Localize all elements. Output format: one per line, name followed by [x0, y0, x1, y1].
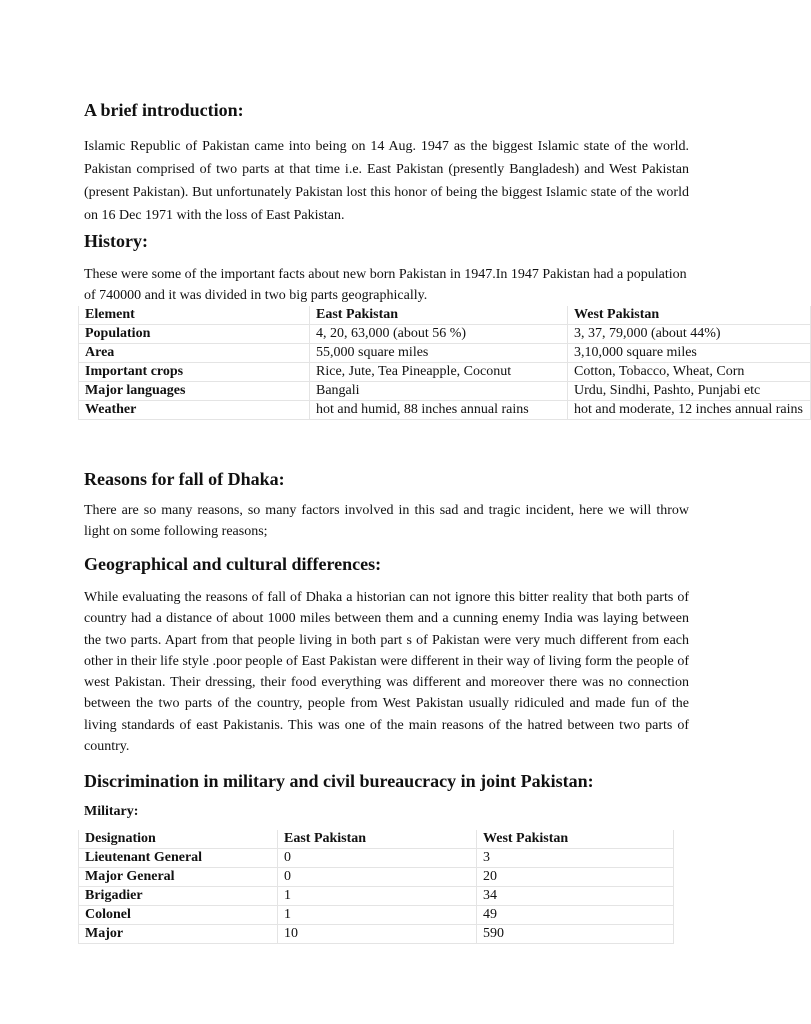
table-cell: Major languages: [79, 382, 310, 401]
table-row: [79, 868, 674, 887]
table-cell: Colonel: [79, 906, 278, 925]
table-header-row: [79, 306, 811, 325]
table-row: [79, 887, 674, 906]
table-cell: Bangali: [310, 382, 568, 401]
table-header-cell: Designation: [79, 830, 278, 849]
history-heading: History:: [84, 231, 148, 251]
reasons-heading: Reasons for fall of Dhaka:: [84, 469, 285, 489]
table-cell: Weather: [79, 401, 310, 420]
table-header-cell: East Pakistan: [278, 830, 477, 849]
military-label: Military:: [84, 804, 139, 819]
history-paragraph: These were some of the important facts about new born Pakistan in 1947.In 1947 Pakistan had a population of 740000 and it was divided in two big parts geographically.: [84, 267, 687, 303]
intro-heading: A brief introduction:: [84, 100, 244, 120]
table-cell: Lieutenant General: [79, 849, 278, 868]
table-cell: 1: [278, 906, 477, 925]
table-cell: Rice, Jute, Tea Pineapple, Coconut: [310, 363, 568, 382]
table-cell: 3: [477, 849, 674, 868]
reasons-paragraph: There are so many reasons, so many factors involved in this sad and tragic incident, here we will throw light on some following reasons;: [84, 503, 689, 539]
table-row: [79, 401, 811, 420]
table-header-cell: Element: [79, 306, 310, 325]
table-cell: 590: [477, 925, 674, 944]
table-cell: 3, 37, 79,000 (about 44%): [568, 325, 811, 344]
intro-paragraph: Islamic Republic of Pakistan came into being on 14 Aug. 1947 as the biggest Islamic state of the world. Pakistan comprised of two parts at that time i.e. East Pakistan (presently Bangladesh) and West Pakistan (present Pakistan). But unfortunately Pakistan lost this honor of being the biggest Islamic state of the world on 16 Dec 1971 with the loss of East Pakistan.: [84, 139, 689, 223]
table-row: [79, 363, 811, 382]
table-cell: Major: [79, 925, 278, 944]
table-cell: hot and humid, 88 inches annual rains: [310, 401, 568, 420]
table-cell: 1: [278, 887, 477, 906]
table-row: [79, 382, 811, 401]
geo-heading: Geographical and cultural differences:: [84, 554, 382, 574]
table-header-row: [79, 830, 674, 849]
discrimination-heading: Discrimination in military and civil bureaucracy in joint Pakistan:: [84, 771, 594, 791]
table-cell: 55,000 square miles: [310, 344, 568, 363]
table-cell: Area: [79, 344, 310, 363]
table-cell: 20: [477, 868, 674, 887]
table-cell: Cotton, Tobacco, Wheat, Corn: [568, 363, 811, 382]
table-row: [79, 849, 674, 868]
table-cell: 10: [278, 925, 477, 944]
table-cell: Urdu, Sindhi, Pashto, Punjabi etc: [568, 382, 811, 401]
table-header-cell: West Pakistan: [568, 306, 811, 325]
table-row: [79, 344, 811, 363]
military-ranks-table: [78, 830, 674, 944]
population-facts-table: [78, 306, 811, 420]
table-header-cell: East Pakistan: [310, 306, 568, 325]
table-row: [79, 906, 674, 925]
geo-paragraph: While evaluating the reasons of fall of Dhaka a historian can not ignore this bitter reality that both parts of country had a distance of about 1000 miles between them and a cunning enemy India was laying between the two parts. Apart from that people living in both part s of Pakistan were very much different from each other in their life style .poor people of East Pakistan were different in their way of living form the people of west Pakistan. Their dressing, their food everything was different and moreover there was no connection between the two parts of the country, people from West Pakistan usually ridiculed and made fun of the living standards of east Pakistanis. This was one of the main reasons of the hatred between two parts of country.: [84, 590, 689, 755]
table-cell: 0: [278, 849, 477, 868]
table-cell: Population: [79, 325, 310, 344]
table-row: [79, 925, 674, 944]
table-cell: hot and moderate, 12 inches annual rains: [568, 401, 811, 420]
table-row: [79, 325, 811, 344]
table-cell: 4, 20, 63,000 (about 56 %): [310, 325, 568, 344]
table-cell: 3,10,000 square miles: [568, 344, 811, 363]
table-header-cell: West Pakistan: [477, 830, 674, 849]
table-cell: 34: [477, 887, 674, 906]
table-cell: Brigadier: [79, 887, 278, 906]
table-cell: 49: [477, 906, 674, 925]
table-cell: Important crops: [79, 363, 310, 382]
table-cell: Major General: [79, 868, 278, 887]
table-cell: 0: [278, 868, 477, 887]
